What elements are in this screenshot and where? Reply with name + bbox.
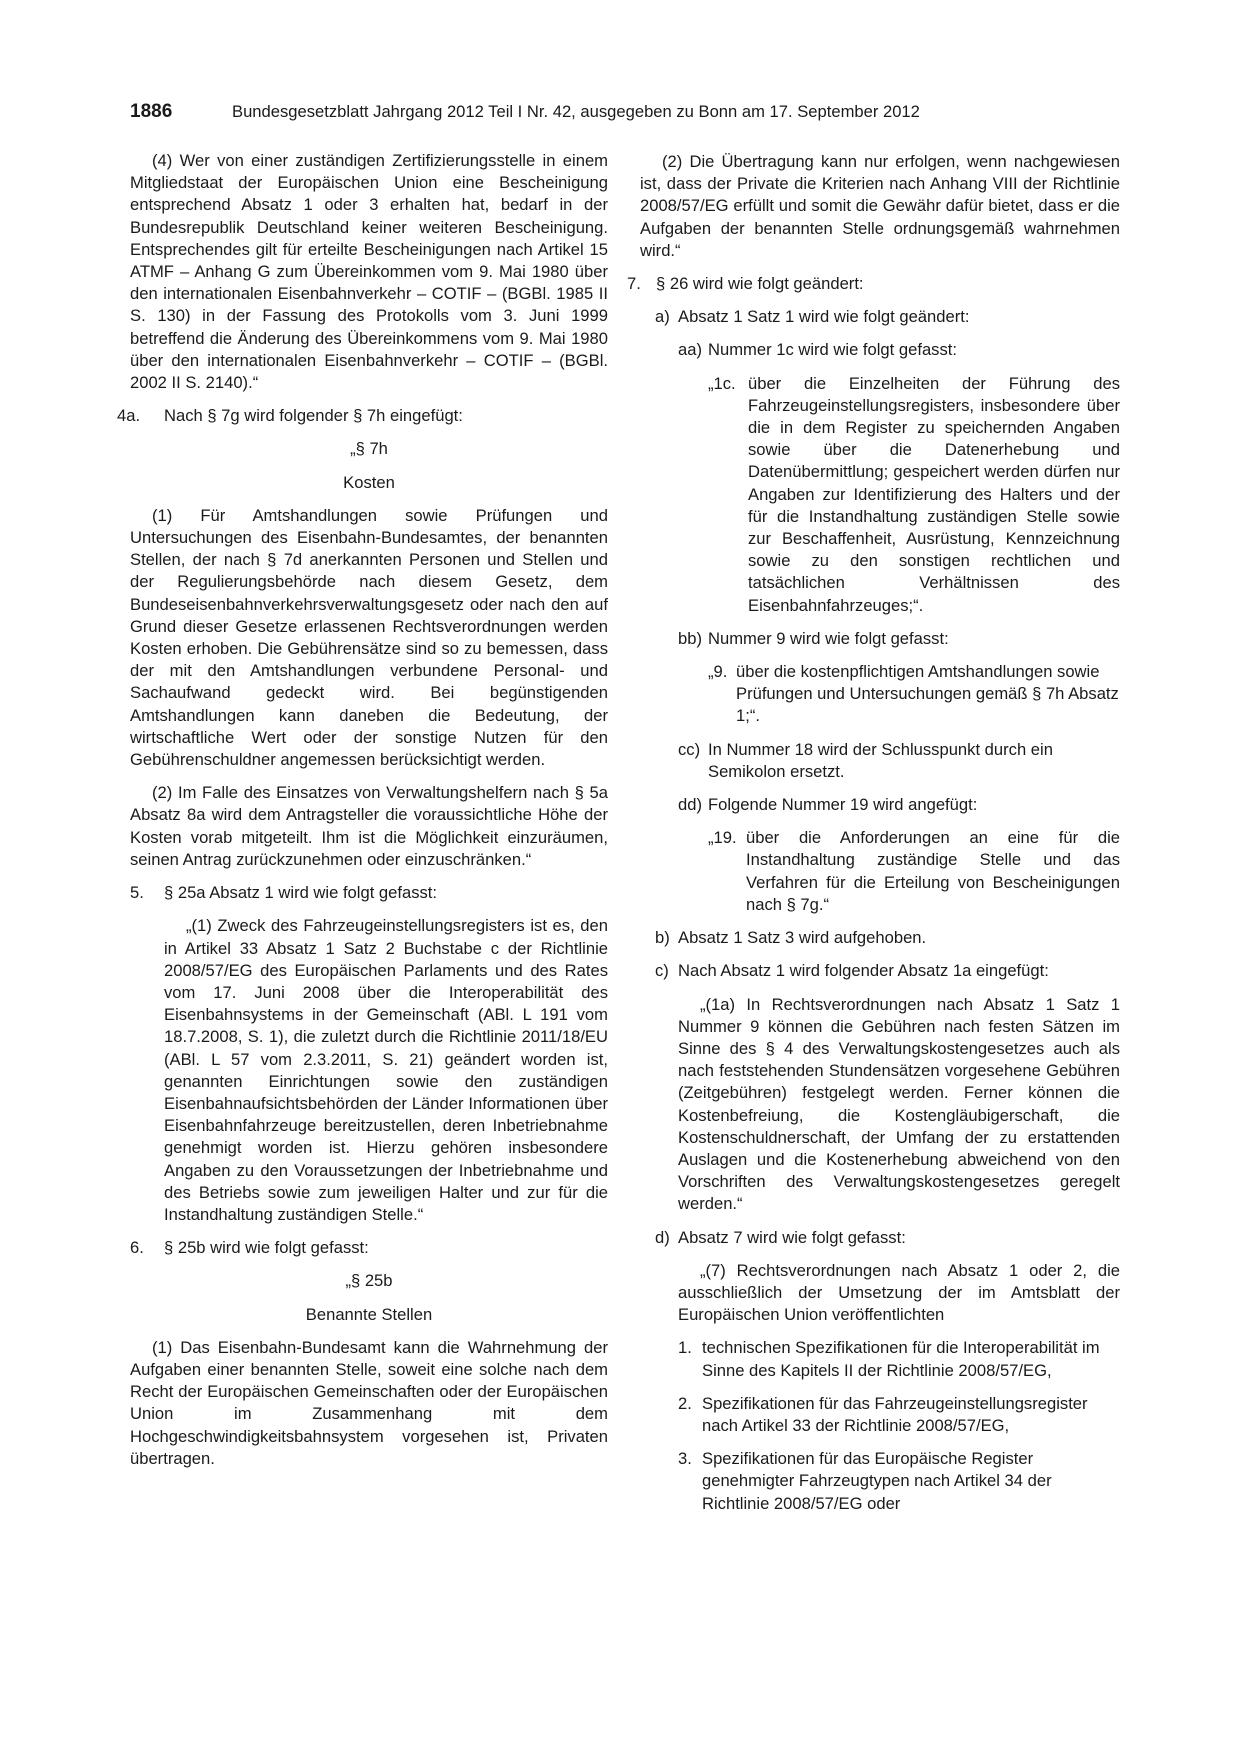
section-title-7h: Kosten xyxy=(343,472,395,492)
paragraph-1a-quote: „(1a) In Rechtsverordnungen nach Absatz 1 Satz 1 Nummer 9 können die Gebühren nach festen Sätzen im Sinne des § 4 des Verwaltungskostengesetzes auch als nach feststehenden Stundensätzen vorgesehene Gebühren (Zeitgebühren) festgelegt werden. Ferner können die Kostenbefreiung, die Kostengläubigerschaft, die Kostenschuldnerschaft, der Umfang der zu erstattenden Auslagen und die Kostenerhebung abweichend von den Vorschriften des Verwaltungskostengesetzes geregelt werden.“ xyxy=(678,994,1120,1214)
sub-item-text: Nummer 9 wird wie folgt gefasst: xyxy=(708,628,949,648)
item-number: 6. xyxy=(130,1238,144,1258)
sub-item-text: In Nummer 18 wird der Schlusspunkt durch ein Semikolon ersetzt. xyxy=(708,739,1053,781)
sub-item-a xyxy=(640,306,1120,328)
sub-item-letter: c) xyxy=(655,961,669,981)
quote-number: „9. xyxy=(708,662,728,682)
list-text: technischen Spezifikationen für die Interoperabilität im Sinne des Kapitels II der Richtlinie 2008/57/EG, xyxy=(702,1338,1100,1380)
item-number: 4a. xyxy=(117,406,141,426)
section-25b-paragraph-1: (1) Das Eisenbahn-Bundesamt kann die Wahrnehmung der Aufgaben einer benannten Stelle, soweit eine solche nach dem Recht der Europäischen Gemeinschaften oder der Europäischen Union im Zusammenhang mit dem Hochgeschwindigkeitsbahnsystem vorgesehen ist, Privaten übertragen. xyxy=(130,1337,608,1468)
quote-number-9 xyxy=(640,661,1120,728)
sub-item-bb xyxy=(640,628,1120,650)
quote-number-1c xyxy=(640,373,1120,617)
sub-item-text: Nummer 1c wird wie folgt gefasst: xyxy=(708,340,957,360)
list-number: 2. xyxy=(678,1393,692,1413)
amendment-item-7 xyxy=(627,273,1120,295)
list-number: 3. xyxy=(678,1449,692,1469)
sub-item-letter: bb) xyxy=(678,628,702,648)
sub-item-text: Absatz 1 Satz 1 wird wie folgt geändert: xyxy=(678,307,970,327)
sub-item-letter: a) xyxy=(655,307,670,327)
quote-number-19 xyxy=(640,827,1120,916)
section-25a-quote: „(1) Zweck des Fahrzeugeinstellungsregisters ist es, den in Artikel 33 Absatz 1 Satz 2 Buchstabe c der Richtlinie 2008/57/EG des Europäischen Parlaments und des Rates vom 17. Juni 2008 über die Interoperabilität des Eisenbahnsystems in der Gemeinschaft (ABl. L 191 vom 18.7.2008, S. 1), die zuletzt durch die Richtlinie 2011/18/EU (ABl. L 57 vom 2.3.2011, S. 21) geändert worden ist, genannten Einrichtungen sowie den zuständigen Eisenbahnaufsichtsbehörden der Länder Informationen über Eisenbahnfahrzeuge bereitzustellen, deren Inbetriebnahme genehmigt worden ist. Hierzu gehören insbesondere Angaben zu den Voraussetzungen der Inbetriebnahme und des Betriebs sowie zum jeweiligen Halter und zur für die Instandhaltung zuständigen Stelle.“ xyxy=(164,916,608,1224)
sub-item-letter: d) xyxy=(655,1227,670,1247)
page-header xyxy=(130,100,1110,126)
list-number: 1. xyxy=(678,1338,692,1358)
quote-text: über die Einzelheiten der Führung des Fahrzeugeinstellungsregisters, insbesondere über die in dem Register zu speichernden Angaben sowie über die Datenerhebung und Datenübermittlung; gespeichert werden dürfen nur Angaben zur Identifizierung des Halters und der für die Instandhaltung zuständigen Stelle sowie zur Beschaffenheit, Ausrüstung, Kennzeichnung sowie zu den sonstigen rechtlichen und tatsächlichen Verhältnissen des Eisenbahnfahrzeuges;“. xyxy=(748,373,1120,615)
left-column xyxy=(117,150,608,1470)
sub-item-text: Nach Absatz 1 wird folgender Absatz 1a eingefügt: xyxy=(678,961,1049,981)
list-item xyxy=(640,1337,1120,1381)
quote-text: über die Anforderungen an eine für die Instandhaltung zuständige Stelle und das Verfahren für die Erteilung von Bescheinigungen nach § 7g.“ xyxy=(746,828,1120,914)
section-heading-25b: „§ 25b xyxy=(345,1271,393,1291)
item-number: 7. xyxy=(627,274,641,294)
section-25b-paragraph-2: (2) Die Übertragung kann nur erfolgen, wenn nachgewiesen ist, dass der Private die Kriterien nach Anhang VIII der Richtlinie 2008/57/EG erfüllt und somit die Gewähr dafür bietet, dass er die Aufgaben der benannten Stelle ordnungsgemäß wahrnehmen wird.“ xyxy=(640,152,1120,260)
page-number: 1886 xyxy=(130,101,173,122)
sub-item-aa xyxy=(640,339,1120,361)
section-7h-paragraph-2: (2) Im Falle des Einsatzes von Verwaltungshelfern nach § 5a Absatz 8a wird dem Antragsteller die voraussichtliche Höhe der Kosten vorab mitgeteilt. Ihm ist die Möglichkeit einzuräumen, seinen Antrag zurückzunehmen oder einzuschränken.“ xyxy=(130,783,608,869)
sub-item-b xyxy=(640,927,1120,949)
amendment-item-4a xyxy=(117,405,608,427)
quote-number: „19. xyxy=(708,828,737,848)
item-number: 5. xyxy=(130,883,144,903)
right-column xyxy=(627,151,1120,1515)
paragraph-4: (4) Wer von einer zuständigen Zertifizierungsstelle in einem Mitgliedstaat der Europäischen Union eine Bescheinigung entsprechend Absatz 1 oder 3 erhalten hat, bedarf in der Bundesrepublik Deutschland keiner weiteren Bescheinigung. Entsprechendes gilt für erteilte Bescheinigungen nach Artikel 15 ATMF – Anhang G zum Übereinkommen vom 9. Mai 1980 über den internationalen Eisenbahnverkehr – COTIF – (BGBl. 1985 II S. 130) in der Fassung des Protokolls vom 3. Juni 1999 betreffend die Änderung des Übereinkommens vom 9. Mai 1980 über den internationalen Eisenbahnverkehr – COTIF – (BGBl. 2002 II S. 2140).“ xyxy=(130,151,608,393)
quote-number: „1c. xyxy=(708,373,736,393)
quote-text: über die kostenpflichtigen Amtshandlungen sowie Prüfungen und Untersuchungen gemäß § 7h Absatz 1;“. xyxy=(736,662,1119,726)
sub-item-text: Absatz 7 wird wie folgt gefasst: xyxy=(678,1227,906,1247)
section-title-25b: Benannte Stellen xyxy=(305,1304,433,1324)
item-text: Nach § 7g wird folgender § 7h eingefügt: xyxy=(164,406,463,426)
sub-item-cc xyxy=(640,739,1120,783)
amendment-item-5 xyxy=(130,882,608,904)
sub-item-letter: dd) xyxy=(678,795,702,815)
list-text: Spezifikationen für das Fahrzeugeinstellungsregister nach Artikel 33 der Richtlinie 2008/57/EG, xyxy=(702,1393,1088,1435)
item-text: § 26 wird wie folgt geändert: xyxy=(656,274,864,294)
section-heading-7h: „§ 7h xyxy=(350,439,388,459)
sub-item-dd xyxy=(640,794,1120,816)
header-title: Bundesgesetzblatt Jahrgang 2012 Teil I Nr. 42, ausgegeben zu Bonn am 17. September 2012 xyxy=(232,102,920,121)
item-text: § 25a Absatz 1 wird wie folgt gefasst: xyxy=(164,883,438,903)
paragraph-7-quote: „(7) Rechtsverordnungen nach Absatz 1 oder 2, die ausschließlich der Umsetzung der im Amtsblatt der Europäischen Union veröffentlichten xyxy=(678,1260,1120,1325)
sub-item-text: Absatz 1 Satz 3 wird aufgehoben. xyxy=(678,928,927,948)
sub-item-c xyxy=(640,960,1120,982)
sub-item-letter: cc) xyxy=(678,739,701,759)
item-text: § 25b wird wie folgt gefasst: xyxy=(164,1238,369,1258)
sub-item-text: Folgende Nummer 19 wird angefügt: xyxy=(708,795,978,815)
sub-item-d xyxy=(640,1227,1120,1249)
sub-item-letter: b) xyxy=(655,928,670,948)
list-item xyxy=(640,1448,1120,1515)
section-7h-paragraph-1: (1) Für Amtshandlungen sowie Prüfungen und Untersuchungen des Eisenbahn-Bundesamtes, der benannten Stellen, der nach § 7d anerkannten Personen und Stellen und der Regulierungsbehörde nach diesem Gesetz, dem Bundeseisenbahnverkehrsverwaltungsgesetz oder nach den auf Grund dieser Gesetze erlassenen Rechtsverordnungen werden Kosten erhoben. Die Gebührensätze sind so zu bemessen, dass der mit den Amtshandlungen verbundene Personal- und Sachaufwand gedeckt wird. Bei begünstigenden Amtshandlungen kann daneben die Bedeutung, der wirtschaftliche Wert oder der sonstige Nutzen für den Gebührenschuldner angemessen berücksichtigt werden. xyxy=(130,505,608,770)
list-text: Spezifikationen für das Europäische Register genehmigter Fahrzeugtypen nach Artikel 34 der Richtlinie 2008/57/EG oder xyxy=(702,1449,1052,1513)
sub-item-letter: aa) xyxy=(678,340,702,360)
amendment-item-6 xyxy=(130,1237,608,1259)
list-item xyxy=(640,1393,1120,1437)
